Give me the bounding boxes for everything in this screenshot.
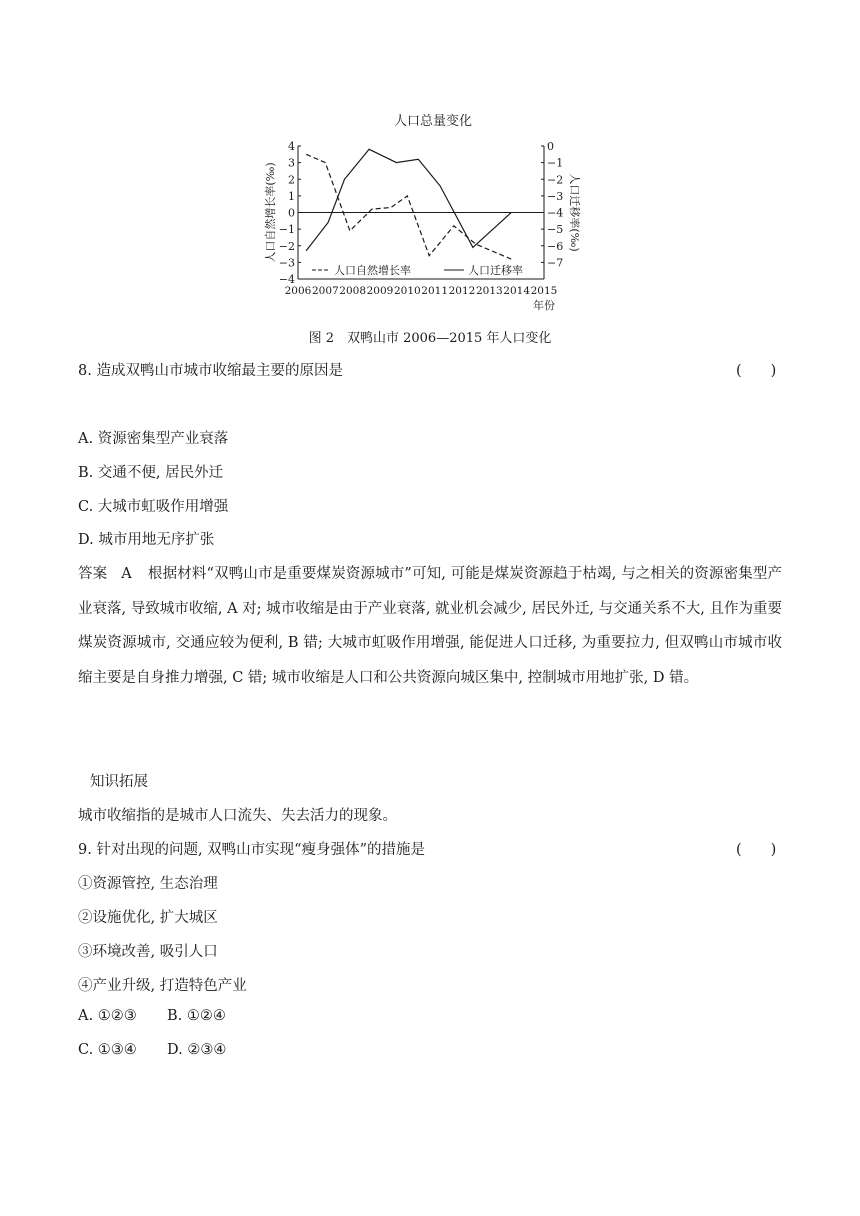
q9-item-1: ①资源管控, 生态治理 bbox=[78, 876, 218, 892]
x-tick-label: 2015 bbox=[530, 285, 558, 297]
q8-option-a: A. 资源密集型产业衰落 bbox=[78, 431, 229, 447]
x-tick-label: 2010 bbox=[393, 285, 421, 297]
figure-caption: 图 2 双鸭山市 2006—2015 年人口变化 bbox=[308, 331, 552, 346]
legend-label-natural-growth: 人口自然增长率 bbox=[334, 264, 411, 277]
right-axis-title: 人口迁移率(‰) bbox=[568, 173, 581, 252]
x-tick-label: 2012 bbox=[448, 285, 476, 297]
x-unit-label: 年份 bbox=[533, 299, 555, 312]
right-tick-label: 0 bbox=[547, 140, 554, 153]
left-tick-label: 1 bbox=[288, 189, 295, 203]
left-tick-label: 3 bbox=[288, 156, 295, 170]
left-tick-label: −2 bbox=[278, 239, 295, 253]
q9-stem: 9. 针对出现的问题, 双鸭山市实现“瘦身强体”的措施是 bbox=[78, 842, 425, 858]
q9-item-2: ②设施优化, 扩大城区 bbox=[78, 910, 218, 926]
q9-option-d: D. ②③④ bbox=[167, 1042, 227, 1058]
knowledge-title: 知识拓展 bbox=[90, 774, 148, 790]
q9-item-3: ③环境改善, 吸引人口 bbox=[78, 944, 218, 960]
q9-option-c: C. ①③④ bbox=[78, 1042, 137, 1058]
series-line-migration bbox=[306, 149, 511, 250]
q9-item-4: ④产业升级, 打造特色产业 bbox=[78, 978, 247, 994]
right-tick-label: −1 bbox=[547, 156, 564, 170]
population-chart bbox=[258, 108, 608, 348]
chart-title: 人口总量变化 bbox=[393, 114, 473, 129]
series-line-natural-growth bbox=[306, 154, 511, 259]
q8-stem: 8. 造成双鸭山市城市收缩最主要的原因是 bbox=[78, 363, 343, 379]
x-tick-label: 2006 bbox=[284, 285, 312, 297]
right-tick-label: −2 bbox=[547, 173, 564, 187]
chart-body bbox=[263, 140, 582, 312]
q8-option-b: B. 交通不便, 居民外迁 bbox=[78, 465, 224, 481]
right-tick-label: −5 bbox=[547, 223, 564, 237]
q8-option-d: D. 城市用地无序扩张 bbox=[78, 532, 215, 548]
left-tick-label: −1 bbox=[278, 223, 295, 237]
left-tick-label: −3 bbox=[278, 256, 295, 270]
q8-option-c: C. 大城市虹吸作用增强 bbox=[78, 499, 229, 515]
q9-option-b: B. ①②④ bbox=[167, 1008, 226, 1024]
x-tick-label: 2008 bbox=[339, 285, 367, 297]
left-tick-label: 4 bbox=[288, 140, 295, 153]
answer-explanation bbox=[78, 557, 782, 695]
x-tick-label: 2009 bbox=[366, 285, 394, 297]
q9-answer-bracket: ( ) bbox=[736, 842, 777, 858]
q9-option-a: A. ①②③ bbox=[78, 1008, 137, 1024]
chart-svg bbox=[258, 108, 608, 348]
legend-label-migration: 人口迁移率 bbox=[468, 264, 523, 277]
answer-key: A bbox=[121, 566, 132, 582]
right-tick-label: −3 bbox=[547, 189, 564, 203]
knowledge-text: 城市收缩指的是城市人口流失、失去活力的现象。 bbox=[78, 808, 397, 824]
right-tick-label: −4 bbox=[547, 206, 564, 220]
x-tick-label: 2011 bbox=[421, 285, 449, 297]
x-tick-label: 2007 bbox=[311, 285, 339, 297]
left-axis-title: 人口自然增长率(‰) bbox=[264, 162, 277, 263]
q8-answer-bracket: ( ) bbox=[736, 363, 777, 379]
answer-tag: 答案 bbox=[78, 566, 108, 582]
left-tick-label: 2 bbox=[288, 173, 295, 187]
x-tick-label: 2013 bbox=[475, 285, 503, 297]
answer-text: 根据材料“双鸭山市是重要煤炭资源城市”可知, 可能是煤炭资源趋于枯竭, 与之相关的资源密集型产业衰落, 导致城市收缩, A 对; 城市收缩是由于产业衰落, 就业机会减少, 居民外迁, 与交通关系不大, 且作为重要煤炭资源城市, 交通应较为便利, B 错; 大城市虹吸作用增强, 能促进人口迁移, 为重要拉力, 但双鸭山市城市收缩主要是自身推力增强, C 错; 城市收缩是人口和公共资源向城区集中, 控制城市用地扩张, D 错。 bbox=[78, 566, 783, 686]
right-tick-label: −7 bbox=[547, 256, 564, 270]
left-tick-label: 0 bbox=[288, 206, 295, 220]
x-tick-label: 2014 bbox=[503, 285, 531, 297]
left-tick-label: −4 bbox=[278, 273, 295, 286]
right-tick-label: −6 bbox=[547, 239, 564, 253]
